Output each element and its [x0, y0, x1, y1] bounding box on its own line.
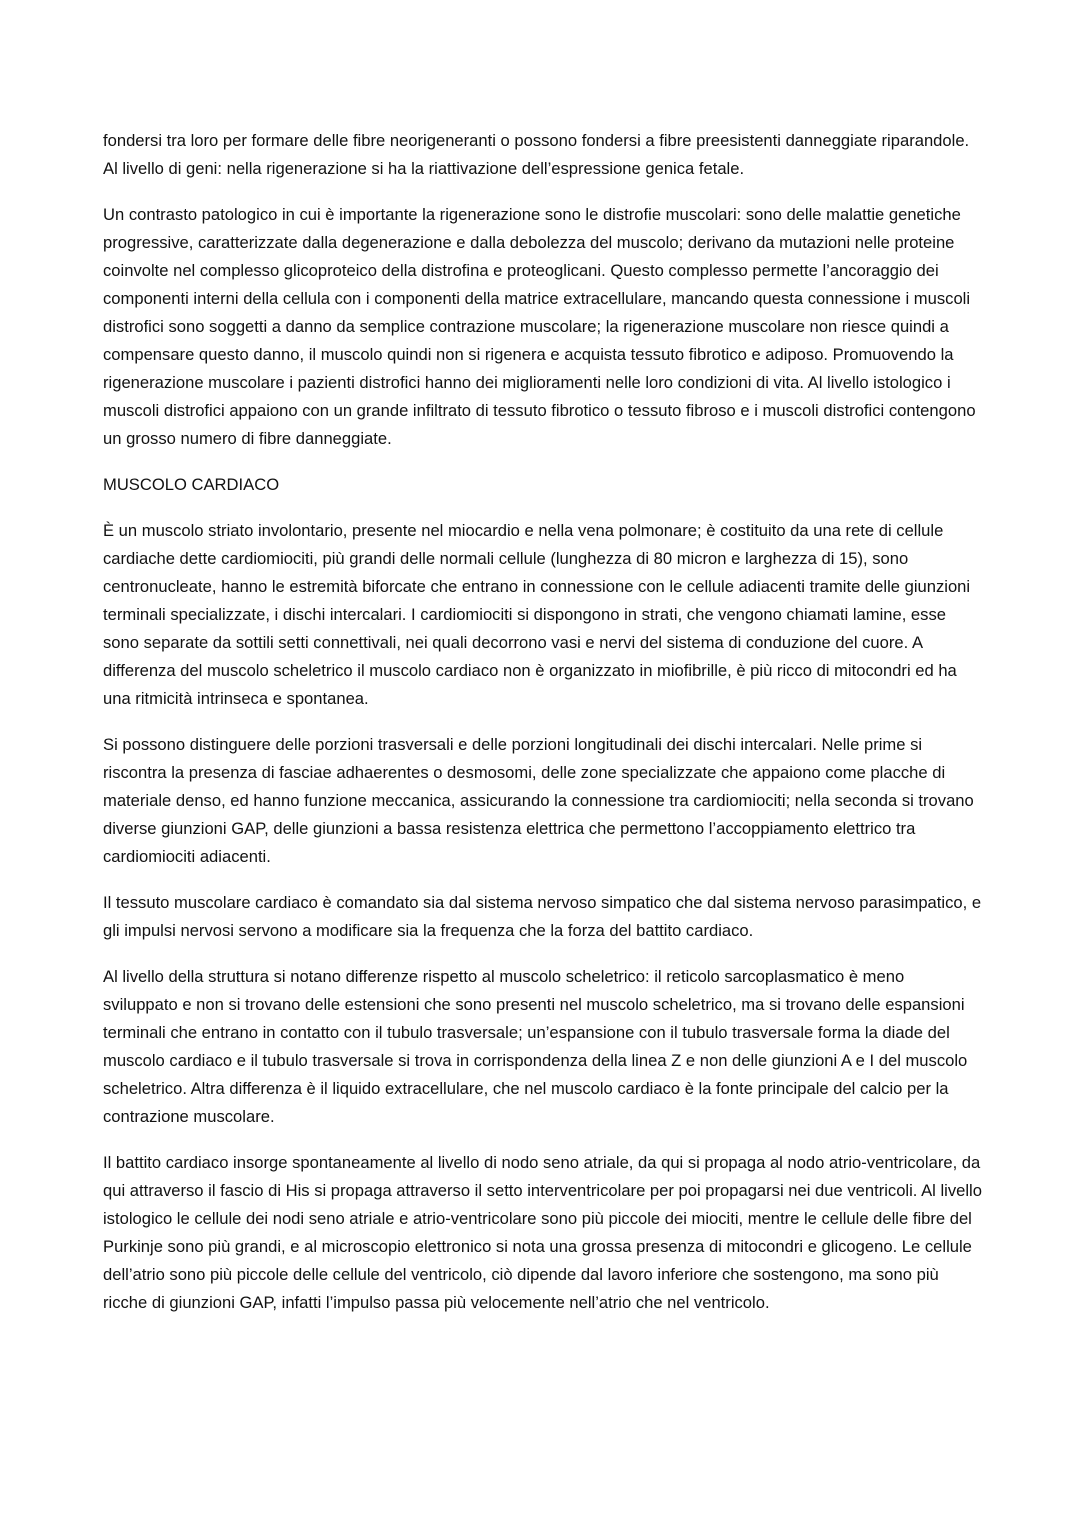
paragraph-intercalated-discs: Si possono distinguere delle porzioni trasversali e delle porzioni longitudinali dei dischi intercalari. Nelle prime si riscontra la presenza di fasciae adhaerentes o desmosomi, delle zone specializzate che appaiono come placche di materiale denso, ed hanno funzione meccanica, assicurando la connessione tra cardiomiociti; nella seconda si trovano diverse giunzioni GAP, delle giunzioni a bassa resistenza elettrica che permettono l’accoppiamento elettrico tra cardiomiociti adiacenti.	[103, 735, 974, 866]
section-heading: MUSCOLO CARDIACO	[103, 475, 280, 494]
paragraph-heartbeat-conduction: Il battito cardiaco insorge spontaneamente al livello di nodo seno atriale, da qui si propaga al nodo atrio-ventricolare, da qui attraverso il fascio di His si propaga attraverso il setto interventricolare per poi propagarsi nei due ventricoli. Al livello istologico le cellule dei nodi seno atriale e atrio-ventricolare sono più piccole dei miociti, mentre le cellule delle fibre del Purkinje sono più grandi, e al microscopio elettronico si nota una grossa presenza di mitocondri e glicogeno. Le cellule dell’atrio sono più piccole delle cellule del ventricolo, ciò dipende dal lavoro inferiore che sostengono, ma sono più ricche di giunzioni GAP, infatti l’impulso passa più velocemente nell’atrio che nel ventricolo.	[103, 1153, 982, 1312]
paragraph-cardiac-muscle-intro: È un muscolo striato involontario, presente nel miocardio e nella vena polmonare; è costituito da una rete di cellule cardiache dette cardiomiociti, più grandi delle normali cellule (lunghezza di 80 micron e larghezza di 15), sono centronucleate, hanno le estremità biforcate che entrano in connessione con le cellule adiacenti tramite delle giunzioni terminali specializzate, i dischi intercalari. I cardiomiociti si dispongono in strati, che vengono chiamati lamine, esse sono separate da sottili setti connettivali, nei quali decorrono vasi e nervi del sistema di conduzione del cuore. A differenza del muscolo scheletrico il muscolo cardiaco non è organizzato in miofibrille, è più ricco di mitocondri ed ha una ritmicità intrinseca e spontanea.	[103, 521, 971, 708]
paragraph-structure-differences: Al livello della struttura si notano differenze rispetto al muscolo scheletrico: il reticolo sarcoplasmatico è meno sviluppato e non si trovano delle estensioni che sono presenti nel muscolo scheletrico, ma si trovano delle espansioni terminali che entrano in contatto con il tubulo trasversale; un’espansione con il tubulo trasversale forma la diade del muscolo cardiaco e il tubulo trasversale si trova in corrispondenza della linea Z e non delle giunzioni A e I del muscolo scheletrico. Altra differenza è il liquido extracellulare, che nel muscolo cardiaco è la fonte principale del calcio per la contrazione muscolare.	[103, 967, 968, 1126]
paragraph-muscular-dystrophies: Un contrasto patologico in cui è importante la rigenerazione sono le distrofie muscolari: sono delle malattie genetiche progressive, caratterizzate dalla degenerazione e dalla debolezza del muscolo; derivano da mutazioni nelle proteine coinvolte nel complesso glicoproteico della distrofina e proteoglicani. Questo complesso permette l’ancoraggio dei componenti interni della cellula con i componenti della matrice extracellulare, mancando questa connessione i muscoli distrofici sono soggetti a danno da semplice contrazione muscolare; la rigenerazione muscolare non riesce quindi a compensare questo danno, il muscolo quindi non si rigenera e acquista tessuto fibrotico e adiposo. Promuovendo la rigenerazione muscolare i pazienti distrofici hanno dei miglioramenti nelle loro condizioni di vita. Al livello istologico i muscoli distrofici appaiono con un grande infiltrato di tessuto fibrotico o tessuto fibroso e i muscoli distrofici contengono un grosso numero di fibre danneggiate.	[103, 205, 976, 448]
paragraph-nervous-control: Il tessuto muscolare cardiaco è comandato sia dal sistema nervoso simpatico che dal sistema nervoso parasimpatico, e gli impulsi nervosi servono a modificare sia la frequenza che la forza del battito cardiaco.	[103, 893, 982, 940]
document-page	[103, 127, 983, 1335]
paragraph-regeneration-continuation: fondersi tra loro per formare delle fibre neorigeneranti o possono fondersi a fibre preesistenti danneggiate riparandole. Al livello di geni: nella rigenerazione si ha la riattivazione dell’espressione genica fetale.	[103, 131, 970, 178]
